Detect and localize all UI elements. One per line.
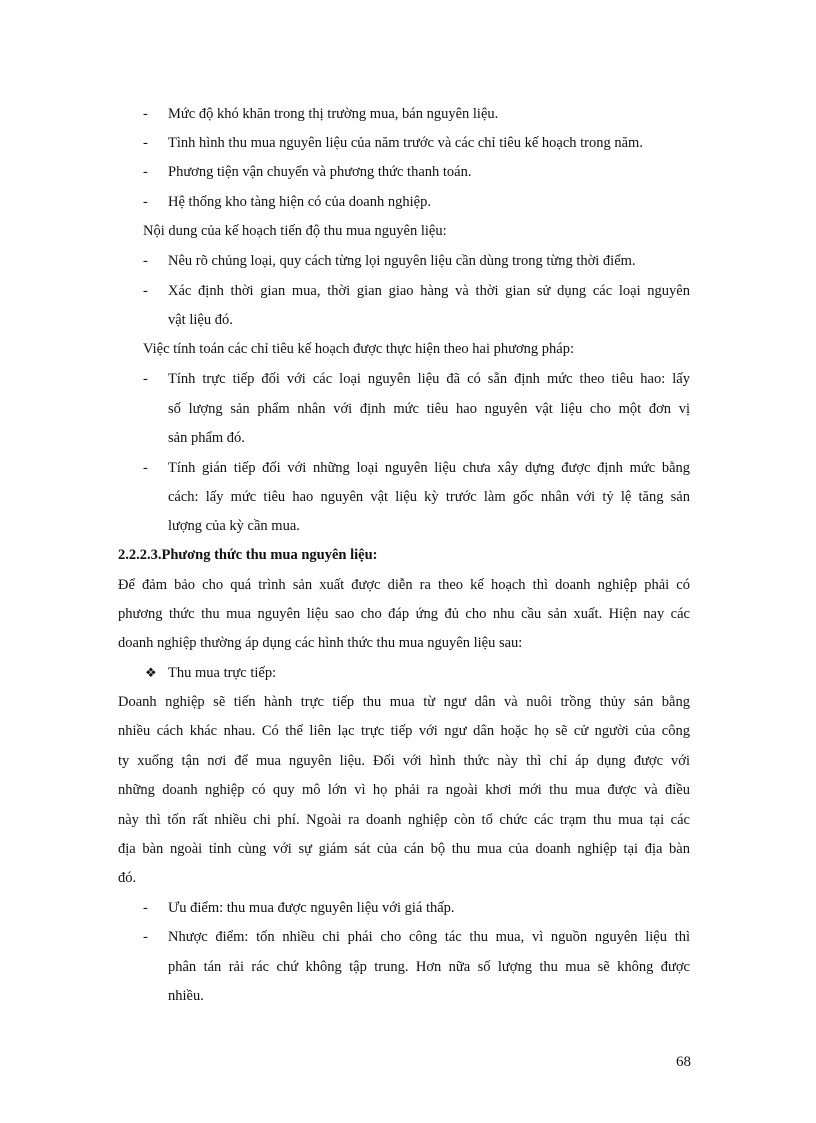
list-item-continuation: nhiều. [168,988,204,1004]
method-intro: Việc tính toán các chỉ tiêu kế hoạch được thực hiện theo hai phương pháp: [143,341,575,357]
list-item: Xác định thời gian mua, thời gian giao hàng và thời gian sử dụng các loại nguyên [168,283,690,299]
page-number: 68 [676,1054,691,1070]
paragraph-line: nhiều cách khác nhau. Có thể liên lạc trực tiếp với ngư dân hoặc họ sẽ cử người của công [118,723,690,739]
list-marker: - [143,460,148,476]
list-item-continuation: phân tán rải rác chứ không tập trung. Hơn nữa số lượng thu mua sẽ không được [168,959,690,975]
list-item: Ưu điểm: thu mua được nguyên liệu với giá thấp. [168,900,455,916]
list-item: Nêu rõ chủng loại, quy cách từng lọi nguyên liệu cần dùng trong từng thời điểm. [168,253,636,269]
list-marker: - [143,164,148,180]
paragraph-line: những doanh nghiệp có quy mô lớn vì họ phải ra ngoài khơi mới thu mua được và điều [118,782,690,798]
diamond-bullet-icon: ❖ [145,665,157,680]
list-item: Tình hình thu mua nguyên liệu của năm trước và các chỉ tiêu kế hoạch trong năm. [168,135,643,151]
list-item: Phương tiện vận chuyển và phương thức thanh toán. [168,164,472,180]
list-item-continuation: cách: lấy mức tiêu hao nguyên vật liệu kỳ trước làm gốc nhân với tỷ lệ tăng sản [168,489,690,505]
paragraph-line: doanh nghiệp thường áp dụng các hình thức thu mua nguyên liệu sau: [118,635,523,651]
list-marker: - [143,135,148,151]
subsection-title: Thu mua trực tiếp: [168,665,277,681]
section-heading: 2.2.2.3.Phương thức thu mua nguyên liệu: [118,547,378,563]
paragraph-line: này thì tốn rất nhiều chi phí. Ngoài ra doanh nghiệp còn tổ chức các trạm thu mua tại các [118,812,690,828]
paragraph-line: phương thức thu mua nguyên liệu sao cho đáp ứng đủ cho nhu cầu sản xuất. Hiện nay các [118,606,690,622]
list-item: Mức độ khó khăn trong thị trường mua, bán nguyên liệu. [168,106,499,122]
paragraph-line: Để đảm bảo cho quá trình sản xuất được diễn ra theo kế hoạch thì doanh nghiệp phải có [118,577,690,593]
list-item: Nhược điểm: tốn nhiều chi phái cho công tác thu mua, vì nguồn nguyên liệu thì [168,929,690,945]
list-marker: - [143,929,148,945]
list-marker: - [143,371,148,387]
list-marker: - [143,194,148,210]
paragraph-line: Doanh nghiệp sẽ tiến hành trực tiếp thu mua từ ngư dân và nuôi trồng thủy sản bằng [118,694,690,710]
list-marker: - [143,253,148,269]
list-item-continuation: vật liệu đó. [168,312,233,328]
list-marker: - [143,900,148,916]
paragraph-line: địa bàn ngoài tỉnh cùng với sự giám sát của cán bộ thu mua của doanh nghiệp tại địa bàn [118,841,690,857]
content-intro: Nội dung của kế hoạch tiến độ thu mua nguyên liệu: [143,223,447,239]
paragraph-line: đó. [118,870,137,886]
list-item: Hệ thống kho tàng hiện có của doanh nghiệp. [168,194,431,210]
list-item-continuation: lượng của kỳ cần mua. [168,518,300,534]
list-item: Tính gián tiếp đối với những loại nguyên liệu chưa xây dựng được định mức bằng [168,460,690,476]
list-item-continuation: sản phẩm đó. [168,430,245,446]
list-item: Tính trực tiếp đối với các loại nguyên liệu đã có sẵn định mức theo tiêu hao: lấy [168,371,690,387]
paragraph-line: ty xuống tận nơi để mua nguyên liệu. Đối với hình thức này thì chỉ áp dụng được với [118,753,690,769]
list-marker: - [143,283,148,299]
list-item-continuation: số lượng sản phẩm nhân với định mức tiêu hao nguyên vật liệu cho một đơn vị [168,401,690,417]
list-marker: - [143,106,148,122]
